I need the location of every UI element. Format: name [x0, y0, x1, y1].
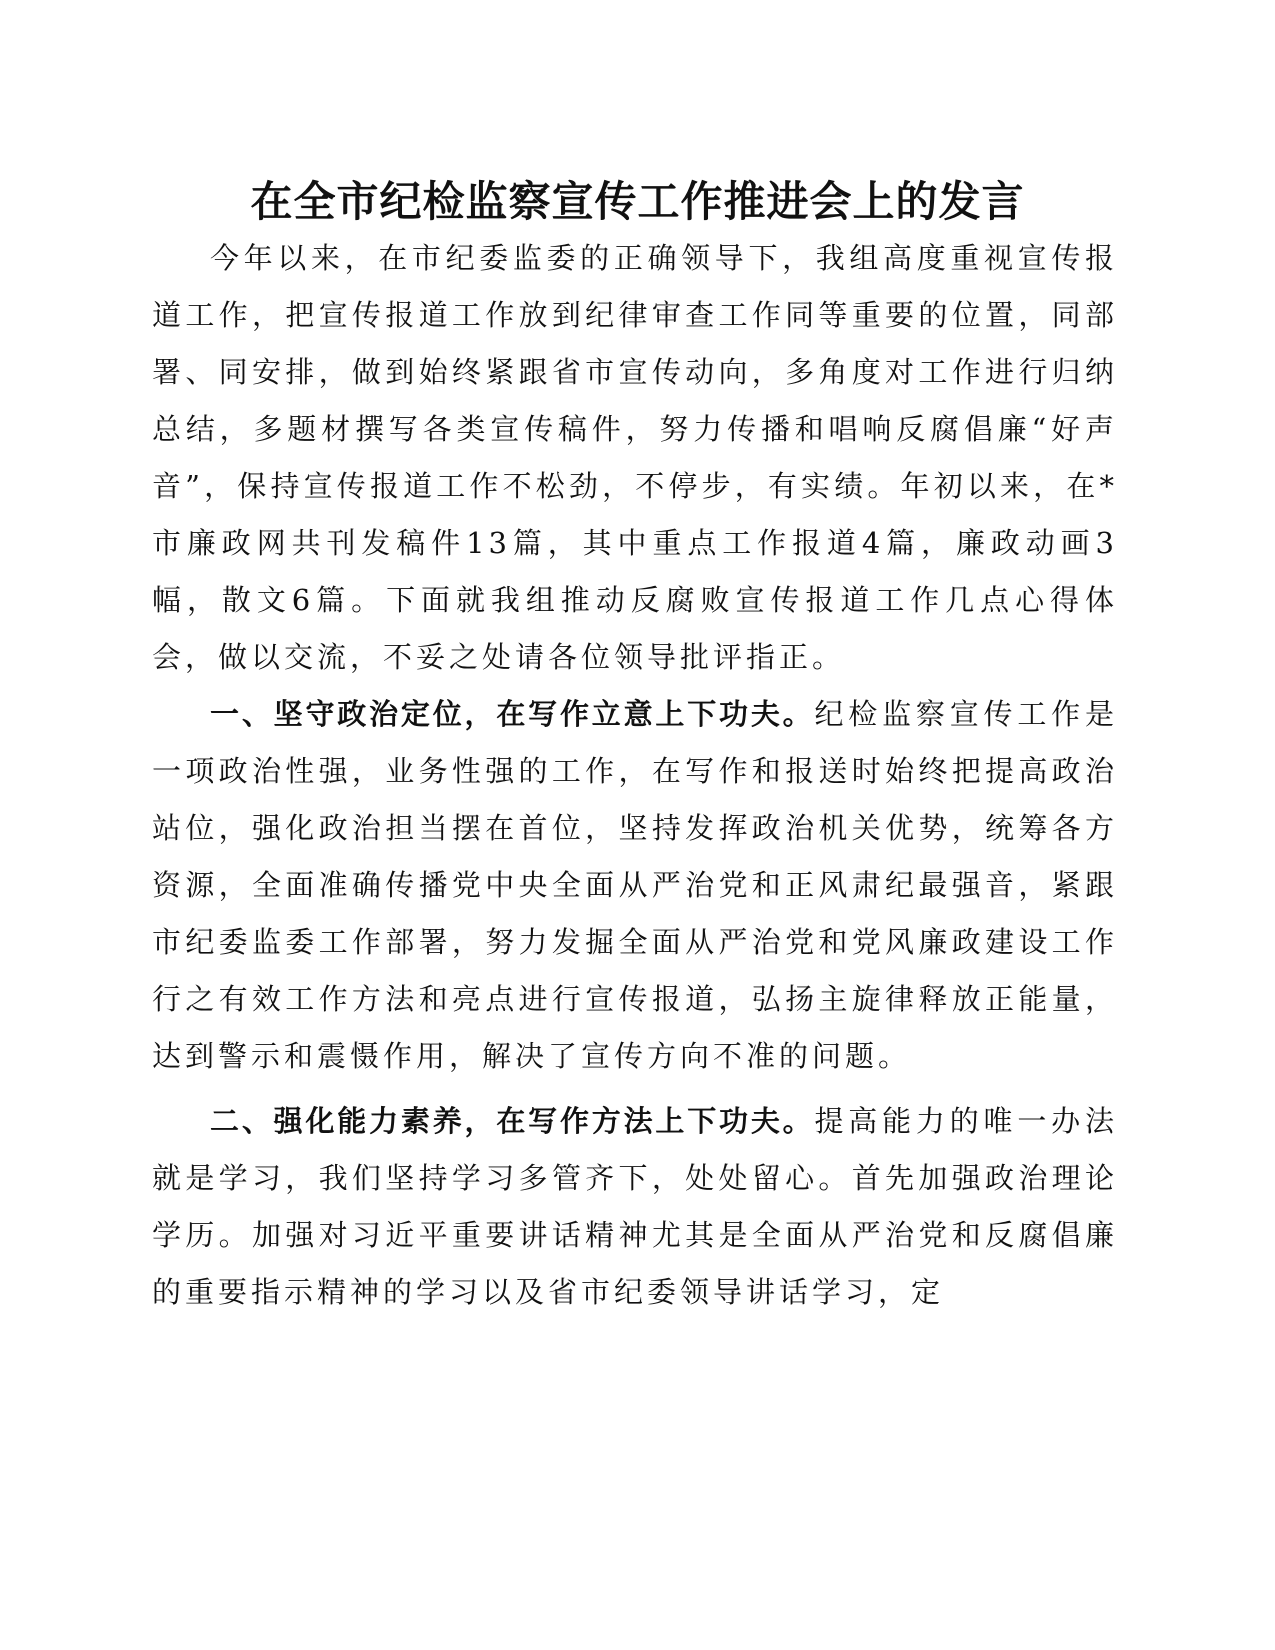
document-title: 在全市纪检监察宣传工作推进会上的发言	[250, 177, 1025, 226]
paragraph-section-1	[152, 686, 1118, 1085]
section-1-heading: 一、坚守政治定位，在写作立意上下功夫。	[210, 697, 815, 731]
document-body	[152, 230, 1118, 1321]
paragraph-intro-text: 今年以来，在市纪委监委的正确领导下，我组高度重视宣传报道工作，把宣传报道工作放到纪律审查工作同等重要的位置，同部署、同安排，做到始终紧跟省市宣传动向，多角度对工作进行归纳总结，多题材撰写各类宣传稿件，努力传播和唱响反腐倡廉“好声音”，保持宣传报道工作不松劲，不停步，有实绩。年初以来，在*市廉政网共刊发稿件13篇，其中重点工作报道4篇，廉政动画3幅，散文6篇。下面就我组推动反腐败宣传报道工作几点心得体会，做以交流，不妥之处请各位领导批评指正。	[152, 241, 1118, 674]
section-2-text: 提高能力的唯一办法就是学习，我们坚持学习多管齐下，处处留心。首先加强政治理论学历。加强对习近平重要讲话精神尤其是全面从严治党和反腐倡廉的重要指示精神的学习以及省市纪委领导讲话学习，定	[152, 1104, 1118, 1309]
section-1-text: 纪检监察宣传工作是一项政治性强，业务性强的工作，在写作和报送时始终把提高政治站位，强化政治担当摆在首位，坚持发挥政治机关优势，统筹各方资源，全面准确传播党中央全面从严治党和正风肃纪最强音，紧跟市纪委监委工作部署，努力发掘全面从严治党和党风廉政建设工作行之有效工作方法和亮点进行宣传报道，弘扬主旋律释放正能量，达到警示和震慑作用，解决了宣传方向不准的问题。	[152, 697, 1118, 1073]
section-2-heading: 二、强化能力素养，在写作方法上下功夫。	[210, 1104, 815, 1138]
paragraph-intro	[152, 230, 1118, 686]
paragraph-section-2	[152, 1093, 1118, 1321]
